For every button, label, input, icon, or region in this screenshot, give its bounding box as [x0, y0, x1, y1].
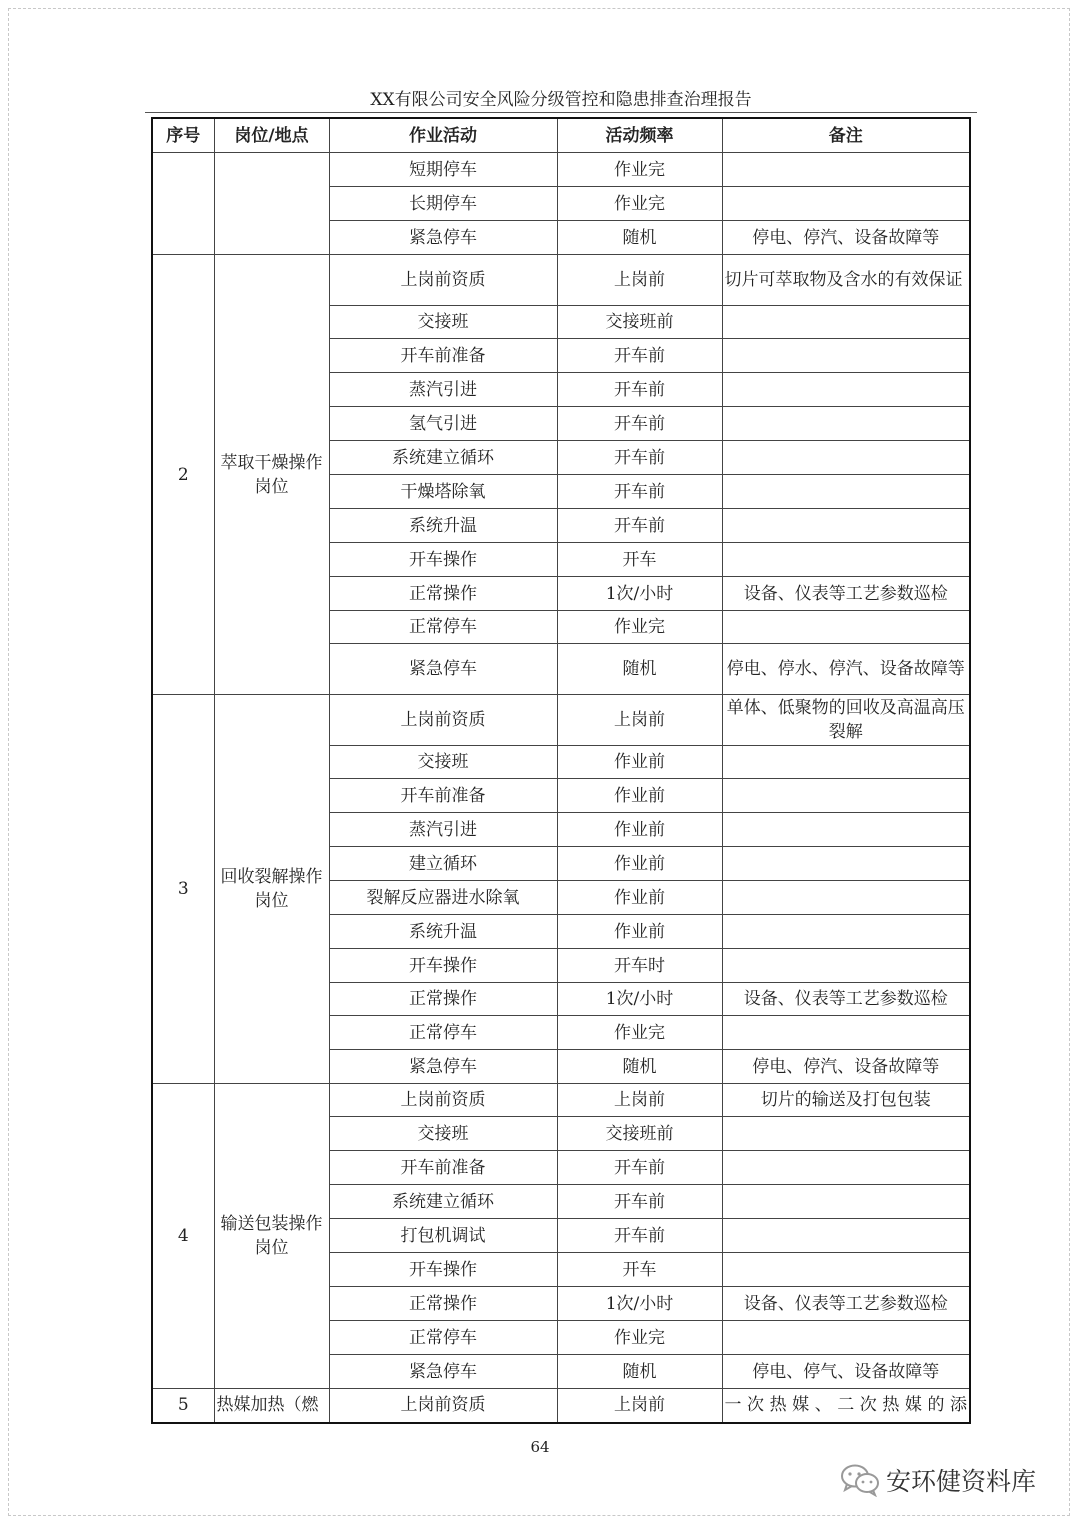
watermark-text: 安环健资料库 — [886, 1467, 1037, 1496]
note-cell — [722, 543, 970, 577]
frequency-cell: 交接班前 — [557, 306, 722, 339]
note-cell — [722, 475, 970, 509]
frequency-cell: 作业前 — [557, 746, 722, 779]
activity-cell: 正常停车 — [329, 1321, 557, 1355]
frequency-cell: 开车前 — [557, 1151, 722, 1185]
table-header-row — [152, 118, 970, 153]
note-cell: 设备、仪表等工艺参数巡检 — [722, 577, 970, 611]
frequency-cell: 随机 — [557, 644, 722, 695]
column-header: 备注 — [722, 118, 970, 153]
risk-table — [151, 117, 971, 1424]
frequency-cell: 开车前 — [557, 475, 722, 509]
note-cell — [722, 746, 970, 779]
note-cell: 停电、停气、设备故障等 — [722, 1355, 970, 1389]
note-cell: 切片的输送及打包包装 — [722, 1084, 970, 1117]
note-cell: 停电、停汽、设备故障等 — [722, 221, 970, 255]
frequency-cell: 1次/小时 — [557, 983, 722, 1016]
post-cell — [214, 153, 329, 255]
activity-cell: 干燥塔除氧 — [329, 475, 557, 509]
frequency-cell: 随机 — [557, 1355, 722, 1389]
activity-cell: 打包机调试 — [329, 1219, 557, 1253]
note-cell — [722, 949, 970, 983]
note-cell — [722, 187, 970, 221]
activity-cell: 紧急停车 — [329, 1355, 557, 1389]
frequency-cell: 作业前 — [557, 915, 722, 949]
column-header: 序号 — [152, 118, 214, 153]
seq-cell: 2 — [152, 255, 214, 695]
frequency-cell: 开车前 — [557, 441, 722, 475]
seq-cell: 4 — [152, 1084, 214, 1389]
frequency-cell: 交接班前 — [557, 1117, 722, 1151]
note-cell — [722, 1253, 970, 1287]
table-body — [152, 153, 970, 1423]
frequency-cell: 开车前 — [557, 509, 722, 543]
note-cell — [722, 1185, 970, 1219]
activity-cell: 交接班 — [329, 306, 557, 339]
note-cell — [722, 1151, 970, 1185]
frequency-cell: 作业前 — [557, 881, 722, 915]
table-row — [152, 695, 970, 746]
frequency-cell: 开车前 — [557, 373, 722, 407]
frequency-cell: 开车前 — [557, 407, 722, 441]
activity-cell: 正常停车 — [329, 1016, 557, 1050]
frequency-cell: 1次/小时 — [557, 1287, 722, 1321]
note-cell — [722, 441, 970, 475]
activity-cell: 正常操作 — [329, 1287, 557, 1321]
note-cell — [722, 1321, 970, 1355]
activity-cell: 长期停车 — [329, 187, 557, 221]
page-number: 64 — [530, 1438, 550, 1456]
frequency-cell: 开车前 — [557, 1219, 722, 1253]
activity-cell: 开车前准备 — [329, 1151, 557, 1185]
activity-cell: 氢气引进 — [329, 407, 557, 441]
seq-cell: 5 — [152, 1389, 214, 1423]
frequency-cell: 随机 — [557, 1050, 722, 1084]
activity-cell: 开车操作 — [329, 949, 557, 983]
activity-cell: 上岗前资质 — [329, 255, 557, 306]
post-cell: 输送包装操作岗位 — [214, 1084, 329, 1389]
page-header: XX有限公司安全风险分级管控和隐患排查治理报告 — [145, 88, 977, 113]
activity-cell: 紧急停车 — [329, 1050, 557, 1084]
frequency-cell: 开车 — [557, 1253, 722, 1287]
frequency-cell: 作业完 — [557, 187, 722, 221]
column-header: 活动频率 — [557, 118, 722, 153]
frequency-cell: 作业前 — [557, 847, 722, 881]
activity-cell: 开车操作 — [329, 1253, 557, 1287]
activity-cell: 上岗前资质 — [329, 1084, 557, 1117]
note-cell — [722, 1016, 970, 1050]
table-row — [152, 1084, 970, 1117]
wechat-icon — [840, 1463, 880, 1497]
column-header: 作业活动 — [329, 118, 557, 153]
note-cell — [722, 306, 970, 339]
activity-cell: 正常停车 — [329, 611, 557, 644]
activity-cell: 系统升温 — [329, 915, 557, 949]
frequency-cell: 1次/小时 — [557, 577, 722, 611]
note-cell — [722, 153, 970, 187]
frequency-cell: 作业完 — [557, 1321, 722, 1355]
frequency-cell: 开车前 — [557, 1185, 722, 1219]
frequency-cell: 上岗前 — [557, 695, 722, 746]
note-cell: 单体、低聚物的回收及高温高压裂解 — [722, 695, 970, 746]
activity-cell: 紧急停车 — [329, 644, 557, 695]
note-cell: 设备、仪表等工艺参数巡检 — [722, 983, 970, 1016]
note-cell — [722, 881, 970, 915]
post-cell: 回收裂解操作岗位 — [214, 695, 329, 1084]
note-cell — [722, 509, 970, 543]
frequency-cell: 作业完 — [557, 1016, 722, 1050]
frequency-cell: 随机 — [557, 221, 722, 255]
frequency-cell: 作业完 — [557, 153, 722, 187]
table-row — [152, 255, 970, 306]
activity-cell: 系统升温 — [329, 509, 557, 543]
watermark — [840, 1460, 1036, 1500]
activity-cell: 开车操作 — [329, 543, 557, 577]
activity-cell: 正常操作 — [329, 577, 557, 611]
activity-cell: 交接班 — [329, 1117, 557, 1151]
activity-cell: 系统建立循环 — [329, 1185, 557, 1219]
table-row — [152, 153, 970, 187]
note-cell — [722, 373, 970, 407]
activity-cell: 裂解反应器进水除氧 — [329, 881, 557, 915]
note-cell: 切片可萃取物及含水的有效保证 — [722, 255, 970, 306]
column-header: 岗位/地点 — [214, 118, 329, 153]
frequency-cell: 开车前 — [557, 339, 722, 373]
note-cell: 设备、仪表等工艺参数巡检 — [722, 1287, 970, 1321]
frequency-cell: 开车时 — [557, 949, 722, 983]
activity-cell: 上岗前资质 — [329, 695, 557, 746]
note-cell — [722, 915, 970, 949]
frequency-cell: 作业完 — [557, 611, 722, 644]
frequency-cell: 开车 — [557, 543, 722, 577]
note-cell — [722, 1117, 970, 1151]
activity-cell: 上岗前资质 — [329, 1389, 557, 1423]
activity-cell: 开车前准备 — [329, 339, 557, 373]
seq-cell: 3 — [152, 695, 214, 1084]
note-cell: 一次热媒、二次热媒的添 — [722, 1389, 970, 1423]
frequency-cell: 作业前 — [557, 813, 722, 847]
activity-cell: 紧急停车 — [329, 221, 557, 255]
activity-cell: 建立循环 — [329, 847, 557, 881]
table-row — [152, 1389, 970, 1423]
note-cell — [722, 339, 970, 373]
note-cell — [722, 611, 970, 644]
frequency-cell: 上岗前 — [557, 1084, 722, 1117]
activity-cell: 开车前准备 — [329, 779, 557, 813]
note-cell — [722, 847, 970, 881]
frequency-cell: 作业前 — [557, 779, 722, 813]
note-cell: 停电、停水、停汽、设备故障等 — [722, 644, 970, 695]
post-cell: 热媒加热（燃 — [214, 1389, 329, 1423]
activity-cell: 系统建立循环 — [329, 441, 557, 475]
activity-cell: 正常操作 — [329, 983, 557, 1016]
note-cell — [722, 779, 970, 813]
post-cell: 萃取干燥操作岗位 — [214, 255, 329, 695]
note-cell: 停电、停汽、设备故障等 — [722, 1050, 970, 1084]
note-cell — [722, 407, 970, 441]
activity-cell: 蒸汽引进 — [329, 813, 557, 847]
frequency-cell: 上岗前 — [557, 1389, 722, 1423]
frequency-cell: 上岗前 — [557, 255, 722, 306]
note-cell — [722, 1219, 970, 1253]
activity-cell: 短期停车 — [329, 153, 557, 187]
note-cell — [722, 813, 970, 847]
activity-cell: 交接班 — [329, 746, 557, 779]
activity-cell: 蒸汽引进 — [329, 373, 557, 407]
seq-cell — [152, 153, 214, 255]
